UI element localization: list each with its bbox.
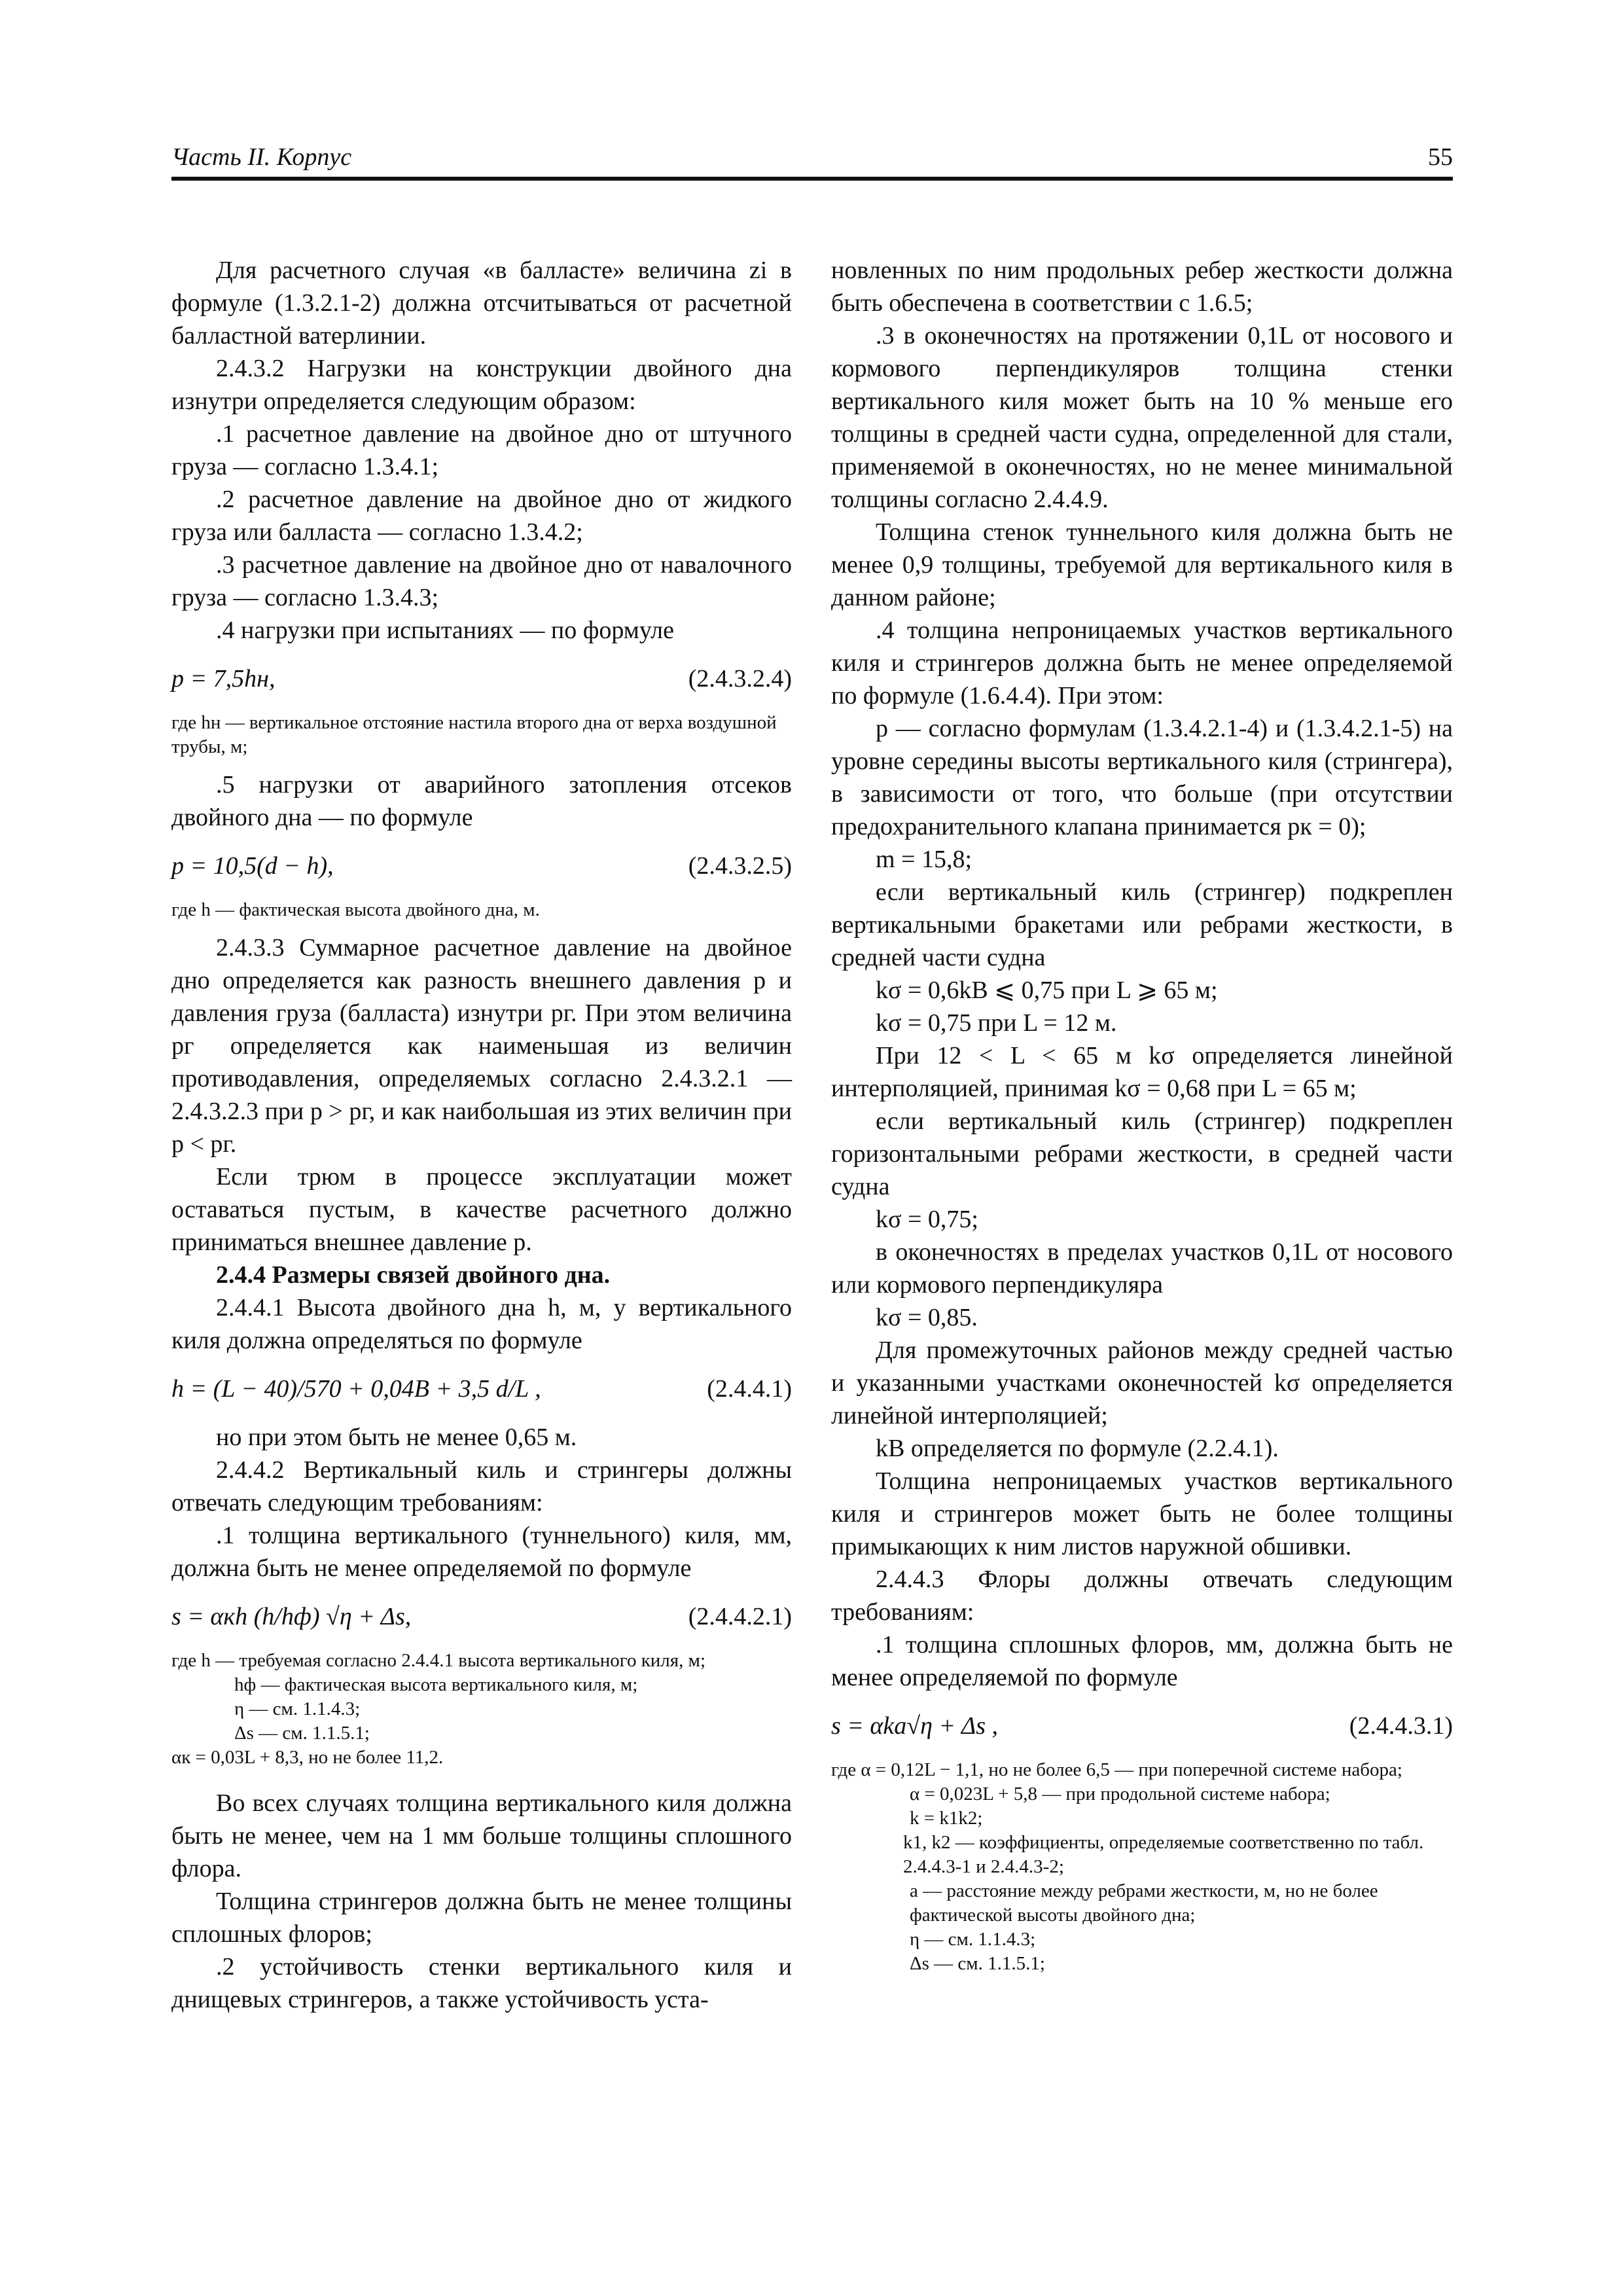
formula xyxy=(171,1600,792,1633)
where-clause xyxy=(831,1758,1453,1976)
where-item: αк = 0,03L + 8,3, но не более 11,2. xyxy=(171,1747,444,1768)
formula-expression: p = 10,5(d − h), xyxy=(171,852,334,880)
formula-expression: p = 7,5hн, xyxy=(171,665,276,692)
where-clause xyxy=(171,711,792,759)
paragraph: Для промежуточных районов между средней частью и указанными участками оконечностей kσ определяется линейной интерполяцией; xyxy=(831,1336,1453,1429)
paragraph: 2.4.4.3 Флоры должны отвечать следующим требованиям: xyxy=(831,1566,1453,1626)
paragraph: kσ = 0,75 при L = 12 м. xyxy=(876,1009,1117,1037)
paragraph: если вертикальный киль (стрингер) подкреплен вертикальными бракетами или ребрами жесткости, в средней части судна xyxy=(831,878,1453,971)
where-item: hф — фактическая высота вертикального киля, м; xyxy=(234,1674,638,1695)
paragraph: 2.4.3.2 Нагрузки на конструкции двойного дна изнутри определяется следующим образом: xyxy=(171,355,792,415)
where-item: η — см. 1.1.4.3; xyxy=(234,1698,361,1719)
formula xyxy=(831,1710,1453,1742)
where-item: k = k1k2; xyxy=(910,1808,983,1829)
paragraph: p — согласно формулам (1.3.4.2.1-4) и (1.3.4.2.1-5) на уровне середины высоты вертикального киля (стрингера), в зависимости от того, что больше (при отсутствии предохранительного клапана принимается pк = 0); xyxy=(831,715,1453,840)
where-clause xyxy=(171,1649,792,1770)
paragraph: .4 нагрузки при испытаниях — по формуле xyxy=(216,617,675,644)
where-item: Δs — см. 1.1.5.1; xyxy=(910,1953,1045,1974)
formula-number: (2.4.4.3.1) xyxy=(1349,1712,1453,1740)
paragraph: но при этом быть не менее 0,65 м. xyxy=(216,1424,577,1451)
paragraph: При 12 < L < 65 м kσ определяется линейной интерполяцией, принимая kσ = 0,68 при L = 65 м; xyxy=(831,1042,1453,1102)
paragraph: в оконечностях в пределах участков 0,1L от носового или кормового перпендикуляра xyxy=(831,1238,1453,1299)
paragraph: kσ = 0,6kB ⩽ 0,75 при L ⩾ 65 м; xyxy=(876,977,1218,1004)
formula xyxy=(171,1372,792,1405)
paragraph: .3 расчетное давление на двойное дно от навалочного груза — согласно 1.3.4.3; xyxy=(171,551,792,611)
paragraph: .2 расчетное давление на двойное дно от жидкого груза или балласта — согласно 1.3.4.2; xyxy=(171,486,792,546)
paragraph: kσ = 0,75; xyxy=(876,1206,978,1233)
paragraph: .3 в оконечностях на протяжении 0,1L от носового и кормового перпендикуляров толщина стенки вертикального киля может быть на 10 % меньше его толщины в средней части судна, определенной для стали, применяемой в оконечностях, но не менее минимальной толщины согласно 2.4.4.9. xyxy=(831,322,1453,513)
page-header xyxy=(171,140,1453,181)
where-clause xyxy=(171,898,792,922)
paragraph: новленных по ним продольных ребер жесткости должна быть обеспечена в соответствии с 1.6.5; xyxy=(831,257,1453,317)
section-heading: 2.4.4 Размеры связей двойного дна. xyxy=(216,1261,611,1289)
formula-expression: s = αka√η + Δs , xyxy=(831,1712,998,1740)
paragraph: Если трюм в процессе эксплуатации может оставаться пустым, в качестве расчетного должно приниматься внешнее давление p. xyxy=(171,1163,792,1256)
paragraph: .1 толщина сплошных флоров, мм, должна быть не менее определяемой по формуле xyxy=(831,1631,1453,1691)
paragraph: .4 толщина непроницаемых участков вертикального киля и стрингеров должна быть не менее определяемой по формуле (1.6.4.4). При этом: xyxy=(831,617,1453,709)
where-item: где α = 0,12L − 1,1, но не более 6,5 — при поперечной системе набора; xyxy=(831,1759,1402,1780)
paragraph: если вертикальный киль (стрингер) подкреплен горизонтальными ребрами жесткости, в средней части судна xyxy=(831,1107,1453,1200)
paragraph: m = 15,8; xyxy=(876,846,972,873)
paragraph: Толщина стрингеров должна быть не менее толщины сплошных флоров; xyxy=(171,1888,792,1948)
paragraph: 2.4.3.3 Суммарное расчетное давление на двойное дно определяется как разность внешнего давления p и давления груза (балласта) изнутри pг. При этом величина pг определяется как наименьшая из величин противодавления, определяемых согласно 2.4.3.2.1 — 2.4.3.2.3 при p > pг, и как наибольшая из этих величин при p < pг. xyxy=(171,934,792,1158)
paragraph: .1 толщина вертикального (туннельного) киля, мм, должна быть не менее определяемой по формуле xyxy=(171,1522,792,1582)
left-column xyxy=(171,254,792,2016)
where-item: где hн — вертикальное отстояние настила второго дна от верха воздушной трубы, м; xyxy=(171,712,777,757)
formula xyxy=(171,662,792,695)
formula-expression: h = (L − 40)/570 + 0,04B + 3,5 d/L , xyxy=(171,1375,541,1403)
where-item: k1, k2 — коэффициенты, определяемые соответственно по табл. 2.4.4.3-1 и 2.4.4.3-2; xyxy=(903,1832,1424,1877)
paragraph: .1 расчетное давление на двойное дно от штучного груза — согласно 1.3.4.1; xyxy=(171,420,792,480)
where-item: где h — требуемая согласно 2.4.4.1 высота вертикального киля, м; xyxy=(171,1650,706,1671)
where-item: α = 0,023L + 5,8 — при продольной системе набора; xyxy=(910,1784,1330,1804)
formula-expression: s = αкh (h/hф) √η + Δs, xyxy=(171,1603,412,1630)
paragraph: .2 устойчивость стенки вертикального киля и днищевых стрингеров, а также устойчивость уста- xyxy=(171,1953,792,2013)
right-column xyxy=(831,254,1453,1976)
formula-number: (2.4.3.2.4) xyxy=(688,665,792,692)
formula-number: (2.4.4.1) xyxy=(707,1375,792,1403)
where-item: Δs — см. 1.1.5.1; xyxy=(234,1723,370,1744)
page-number: 55 xyxy=(1428,143,1453,171)
paragraph: .5 нагрузки от аварийного затопления отсеков двойного дна — по формуле xyxy=(171,771,792,831)
running-title: Часть II. Корпус xyxy=(171,143,352,171)
where-item: где h — фактическая высота двойного дна, м. xyxy=(171,899,540,920)
paragraph: kσ = 0,85. xyxy=(876,1304,978,1331)
paragraph: kB определяется по формуле (2.2.4.1). xyxy=(876,1435,1279,1462)
paragraph: 2.4.4.1 Высота двойного дна h, м, у вертикального киля должна определяться по формуле xyxy=(171,1294,792,1354)
paragraph: Во всех случаях толщина вертикального киля должна быть не менее, чем на 1 мм больше толщины сплошного флора. xyxy=(171,1789,792,1882)
paragraph: Для расчетного случая «в балласте» величина zi в формуле (1.3.2.1-2) должна отсчитываться от расчетной балластной ватерлинии. xyxy=(171,257,792,350)
formula-number: (2.4.4.2.1) xyxy=(688,1603,792,1630)
where-item: η — см. 1.1.4.3; xyxy=(910,1929,1036,1950)
paragraph: 2.4.4.2 Вертикальный киль и стрингеры должны отвечать следующим требованиям: xyxy=(171,1456,792,1516)
paragraph: Толщина стенок туннельного киля должна быть не менее 0,9 толщины, требуемой для вертикального киля в данном районе; xyxy=(831,518,1453,611)
where-item: a — расстояние между ребрами жесткости, м, но не более фактической высоты двойного дна; xyxy=(910,1880,1378,1926)
formula-number: (2.4.3.2.5) xyxy=(688,852,792,880)
paragraph: Толщина непроницаемых участков вертикального киля и стрингеров может быть не более толщины примыкающих к ним листов наружной обшивки. xyxy=(831,1467,1453,1560)
formula xyxy=(171,850,792,882)
